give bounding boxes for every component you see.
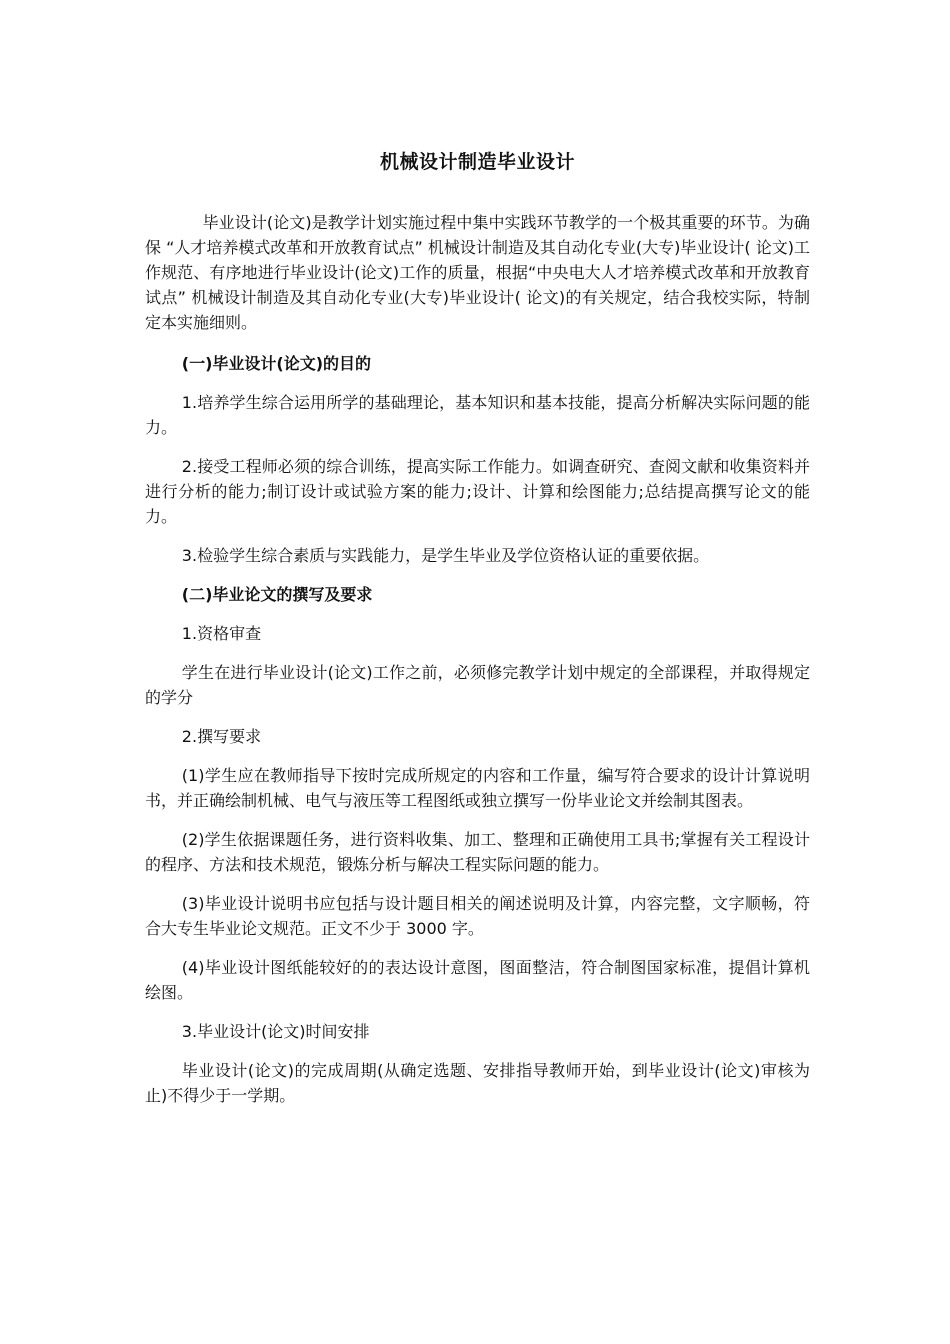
paragraph: (2)学生依据课题任务，进行资料收集、加工、整理和正确使用工具书;掌握有关工程设计的程序、方法和技术规范，锻炼分析与解决工程实际问题的能力。: [145, 830, 810, 874]
paragraph: 3.检验学生综合素质与实践能力，是学生毕业及学位资格认证的重要依据。: [181, 546, 710, 565]
document-page: [145, 148, 810, 1122]
intro-paragraph: 毕业设计(论文)是教学计划实施过程中集中实践环节教学的一个极其重要的环节。为确保 “人才培养模式改革和开放教育试点” 机械设计制造及其自动化专业(大专)毕业设计( 论文)工作规范、有序地进行毕业设计(论文)工作的质量，根据“中央电大人才培养模式改革和开放教育试点” 机械设计制造及其自动化专业(大专)毕业设计( 论文)的有关规定，结合我校实际，特制定本实施细则。: [145, 213, 810, 332]
paragraph: 1.培养学生综合运用所学的基础理论，基本知识和基本技能，提高分析解决实际问题的能力。: [145, 393, 810, 437]
subheading-requirements: 2.撰写要求: [181, 727, 262, 746]
paragraph: (1)学生应在教师指导下按时完成所规定的内容和工作量，编写符合要求的设计计算说明书，并正确绘制机械、电气与液压等工程图纸或独立撰写一份毕业论文并绘制其图表。: [145, 766, 810, 810]
document-title: 机械设计制造毕业设计: [379, 151, 575, 173]
paragraph: (3)毕业设计说明书应包括与设计题目相关的阐述说明及计算，内容完整，文字顺畅，符合大专生毕业论文规范。正文不少于 3000 字。: [145, 894, 810, 938]
paragraph: 2.接受工程师必须的综合训练，提高实际工作能力。如调查研究、查阅文献和收集资料并进行分析的能力;制订设计或试验方案的能力;设计、计算和绘图能力;总结提高撰写论文的能力。: [145, 457, 810, 526]
paragraph: 毕业设计(论文)的完成周期(从确定选题、安排指导教师开始，到毕业设计(论文)审核为止)不得少于一学期。: [145, 1061, 810, 1105]
paragraph: 学生在进行毕业设计(论文)工作之前，必须修完教学计划中规定的全部课程，并取得规定的学分: [145, 663, 810, 707]
section-heading-purpose: (一)毕业设计(论文)的目的: [181, 354, 372, 373]
paragraph: (4)毕业设计图纸能较好的的表达设计意图，图面整洁，符合制图国家标准，提倡计算机绘图。: [145, 958, 810, 1002]
subheading-schedule: 3.毕业设计(论文)时间安排: [181, 1022, 370, 1041]
subheading-qualification: 1.资格审查: [181, 624, 262, 643]
section-heading-writing: (二)毕业论文的撰写及要求: [181, 585, 373, 604]
